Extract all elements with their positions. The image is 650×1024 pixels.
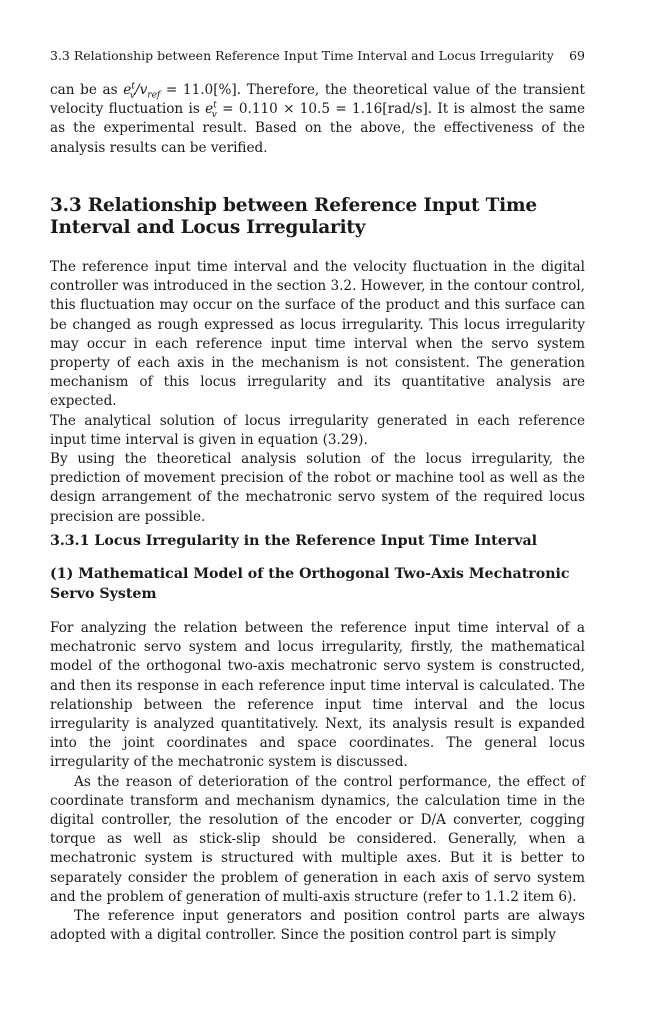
running-head-title: 3.3 Relationship between Reference Input Time Interval and Locus Irregularity <box>50 48 554 63</box>
intro-text-3: = 0.110 × 10.5 = 1.16[rad/s]. It is almost the same as the experimental result. Based on the above, the effectiveness of the analysis results can be verified. <box>50 101 586 156</box>
subsubsection-paragraph-3: The reference input generators and position control parts are always adopted with a digital controller. Since the position control part is simply <box>50 908 585 944</box>
math-ev: $e^t_v$ <box>205 100 217 120</box>
section-paragraph-2: The analytical solution of locus irregularity generated in each reference input time interval is given in equation (3.29). <box>50 412 585 448</box>
subsubsection-body <box>50 619 585 945</box>
subsection-heading-block <box>50 531 585 551</box>
section-body <box>50 258 585 527</box>
section-title: 3.3 Relationship between Reference Input Time Interval and Locus Irregularity <box>50 195 537 238</box>
intro-paragraph <box>50 81 585 158</box>
subsubsection-paragraph-2: As the reason of deterioration of the control performance, the effect of coordinate transform and mechanism dynamics, the calculation time in the digital controller, the resolution of the encoder or D/A converter, cogging torque as well as stick-slip should be considered. Generally, when a mechatronic system is structured with multiple axes. But it is better to separately consider the problem of generation in each axis of servo system and the problem of generation of multi-axis structure (refer to 1.1.2 item 6). <box>50 773 585 905</box>
subsubsection-title: (1) Mathematical Model of the Orthogonal Two-Axis Mechatronic Servo System <box>50 566 570 602</box>
subsubsection-heading-block <box>50 565 585 604</box>
intro-text-2: = 11.0[%]. Therefore, the theoretical value of the transient velocity fluctuation is <box>50 82 586 118</box>
running-head <box>50 48 585 63</box>
subsection-title: 3.3.1 Locus Irregularity in the Reference Input Time Interval <box>50 533 538 549</box>
section-paragraph-3: By using the theoretical analysis solution of the locus irregularity, the prediction of movement precision of the robot or machine tool as well as the design arrangement of the mechatronic servo system of the required locus precision are possible. <box>50 451 585 525</box>
section-heading-block <box>50 195 585 239</box>
section-paragraph-1: The reference input time interval and the velocity fluctuation in the digital controller was introduced in the section 3.2. However, in the contour control, this fluctuation may occur on the surface of the product and this surface can be changed as rough expressed as locus irregularity. This locus irregularity may occur in each reference input time interval when the servo system property of each axis in the mechanism is not consistent. The generation mechanism of this locus irregularity and its quantitative analysis are expected. <box>50 259 585 410</box>
page-number: 69 <box>569 48 585 63</box>
subsubsection-paragraph-1: For analyzing the relation between the reference input time interval of a mechatronic servo system and locus irregularity, firstly, the mathematical model of the orthogonal two-axis mechatronic servo system is constructed, and then its response in each reference input time interval is calculated. The relationship between the reference input time interval and the locus irregularity is analyzed quantitatively. Next, its analysis result is expanded into the joint coordinates and space coordinates. The general locus irregularity of the mechatronic system is discussed. <box>50 620 585 771</box>
intro-text-1: can be as <box>50 82 124 98</box>
intro-paragraph-block <box>50 81 585 158</box>
math-ev-ratio: $e^t_v/v_{ref}$ <box>123 81 161 101</box>
